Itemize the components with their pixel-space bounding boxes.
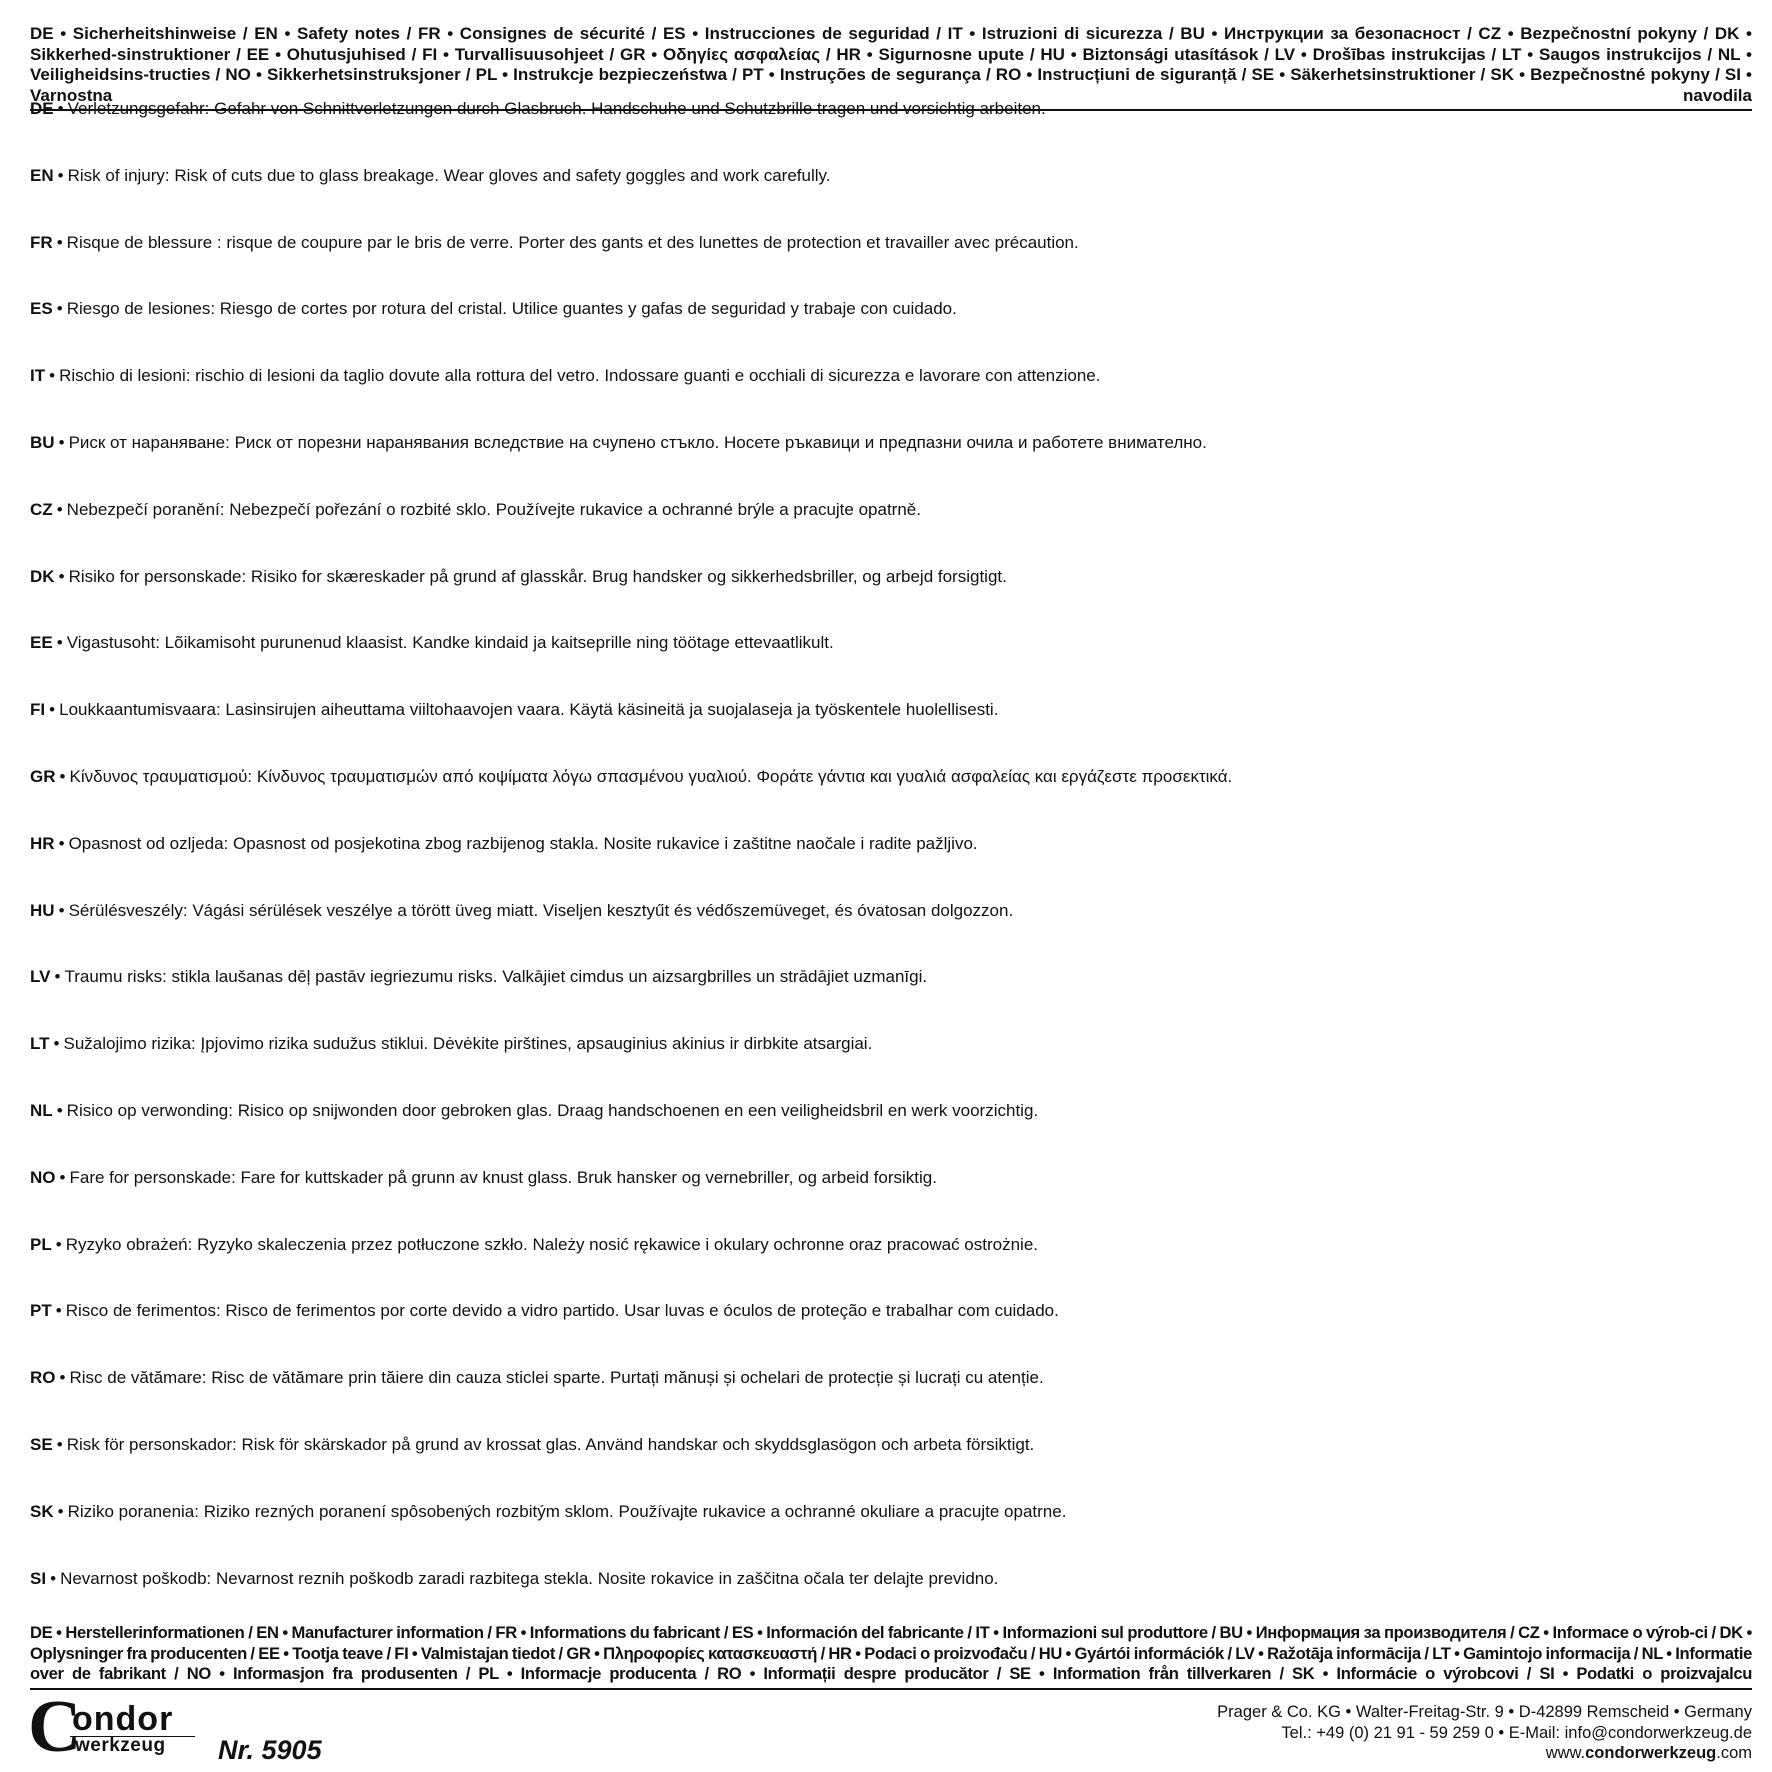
safety-note-text: Ryzyko obrażeń: Ryzyko skaleczenia przez potłuczone szkło. Należy nosić rękawice i okulary ochronne oraz pracować ostrożnie. <box>65 1235 1039 1254</box>
bullet-separator: • <box>56 299 63 318</box>
safety-note-text: Riziko poranenia: Riziko rezných poranení spôsobených rozbitým sklom. Používajte rukavice a ochranné okuliare a pracujte opatrne. <box>67 1502 1067 1521</box>
language-code: SE <box>30 1435 53 1454</box>
language-code: SI <box>30 1569 47 1588</box>
safety-note <box>30 1235 1038 1255</box>
language-code: NO <box>30 1168 56 1187</box>
safety-note-text: Риск от нараняване: Риск от порезни наранявания вследствие на счупено стъкло. Носете ръкавици и предпазни очила и работете внимателно. <box>68 433 1207 452</box>
bullet-separator: • <box>57 166 64 185</box>
language-code: HU <box>30 901 55 920</box>
language-code: LT <box>30 1034 50 1053</box>
bullet-separator: • <box>56 1101 63 1120</box>
contact-block <box>1217 1702 1752 1764</box>
website-prefix: www. <box>1545 1744 1586 1762</box>
bullet-separator: • <box>58 901 65 920</box>
language-code: LV <box>30 967 51 986</box>
safety-note-text: Verletzungsgefahr: Gefahr von Schnittverletzungen durch Glasbruch. Handschuhe und Schutzbrille tragen und vorsichtig arbeiten. <box>67 99 1046 118</box>
safety-note <box>30 700 998 720</box>
language-code: HR <box>30 834 55 853</box>
safety-note <box>30 1301 1059 1321</box>
safety-note-text: Opasnost od ozljeda: Opasnost od posjekotina zbog razbijenog stakla. Nosite rukavice i zaštitne naočale i radite pažljivo. <box>68 834 978 853</box>
safety-note <box>30 1034 872 1054</box>
safety-note <box>30 1168 937 1188</box>
language-code: FR <box>30 233 53 252</box>
bullet-separator: • <box>56 633 63 652</box>
safety-note <box>30 967 927 987</box>
bullet-separator: • <box>58 567 65 586</box>
bullet-separator: • <box>57 99 64 118</box>
bullet-separator: • <box>49 366 56 385</box>
manufacturer-section <box>30 1623 1752 1690</box>
manufacturer-divider <box>30 1688 1752 1690</box>
safety-note <box>30 1502 1066 1522</box>
safety-note <box>30 834 978 854</box>
safety-note <box>30 567 1007 587</box>
safety-note-text: Risk of injury: Risk of cuts due to glass breakage. Wear gloves and safety goggles and work carefully. <box>67 166 831 185</box>
language-code: FI <box>30 700 46 719</box>
model-number: Nr. 5905 <box>218 1735 322 1765</box>
bullet-separator: • <box>49 700 56 719</box>
language-code: GR <box>30 767 56 786</box>
language-code: DE <box>30 99 54 118</box>
safety-note <box>30 299 957 319</box>
language-code: DK <box>30 567 55 586</box>
safety-note-text: Vigastusoht: Lõikamisoht purunenud klaasist. Kandke kindaid ja kaitseprille ning töötage ettevaatlikult. <box>66 633 834 652</box>
language-code: PT <box>30 1301 52 1320</box>
safety-note <box>30 1569 998 1589</box>
safety-note <box>30 366 1100 386</box>
safety-note-text: Loukkaantumisvaara: Lasinsirujen aiheuttama viiltohaavojen vaara. Käytä käsineitä ja suojalaseja ja työskentele huolellisesti. <box>59 700 999 719</box>
safety-note <box>30 633 834 653</box>
language-code: RO <box>30 1368 56 1387</box>
bullet-separator: • <box>59 1168 66 1187</box>
language-code: BU <box>30 433 55 452</box>
safety-note-text: Risiko for personskade: Risiko for skæreskader på grund af glasskår. Brug handsker og sikkerhedsbriller, og arbejd forsigtigt. <box>68 567 1007 586</box>
safety-note-text: Nebezpečí poranění: Nebezpečí pořezání o rozbité sklo. Používejte rukavice a ochranné brýle a pracujte opatrně. <box>66 500 921 519</box>
safety-note <box>30 166 830 186</box>
safety-note <box>30 1368 1044 1388</box>
safety-notes-heading: DE • Sicherheitshinweise / EN • Safety notes / FR • Consignes de sécurité / ES • Instrucciones de seguridad / IT • Istruzioni di sicurezza / BU • Инструкции за безопасност / CZ • Bezpečnostní pokyny / DK • Sikkerhed-sinstruktioner / EE • Ohutusjuhised / FI • Turvallisuusohjeet / GR • Οδηγίες ασφαλείας / HR • Sigurnosne upute / HU • Biztonsági utasítások / LV • Drošības instrukcijas / LT • Saugos instrukcijos / NL • Veiligheidsins-tructies / NO • Sikkerhetsinstruksjoner / PL • Instrukcje bezpieczeństwa / PT • Instruções de segurança / RO • Instrucțiuni de siguranță / SE • Säkerhetsinstruktioner / SK • Bezpečnostné pokyny / SI • Varnostna navodila <box>30 24 1752 105</box>
logo-word-bottom: werkzeug <box>75 1735 166 1756</box>
logo-word-top: ondor <box>72 1700 174 1738</box>
safety-note-text: Risc de vătămare: Risc de vătămare prin tăiere din cauza sticlei sparte. Purtați mănuși și ochelari de protecție și lucrați cu atenție. <box>69 1368 1044 1387</box>
language-code: SK <box>30 1502 54 1521</box>
safety-note <box>30 1435 1034 1455</box>
safety-note-text: Risico op verwonding: Risico op snijwonden door gebroken glas. Draag handschoenen en een veiligheidsbril en werk voorzichtig. <box>66 1101 1039 1120</box>
bullet-separator: • <box>59 767 66 786</box>
safety-note-text: Κίνδυνος τραυματισμού: Κίνδυνος τραυματισμών από κοψίματα λόγω σπασμένου γυαλιού. Φοράτε γάντια και γυαλιά ασφαλείας και εργάζεστε προσεκτικά. <box>69 767 1233 786</box>
manufacturer-heading: DE • Herstellerinformationen / EN • Manufacturer information / FR • Informations du fabricant / ES • Información del fabricante / IT • Informazioni sul produttore / BU • Информация за производителя / CZ • Informace o výrob-ci / DK • Oplysninger fra producenten / EE • Tootja teave / FI • Valmistajan tiedot / GR • Πληροφορίες κατασκευαστή / HR • Podaci o proizvođaču / HU • Gyártói információk / LV • Ražotāja informācija / LT • Gamintojo informacija / NL • Informatie over de fabrikant / NO • Informasjon fra produsenten / PL • Informacje producenta / RO • Informații despre producător / SE • Information från tillverkaren / SK • Informácie o výrobcovi / SI • Podatki o proizvajalcu <box>30 1623 1752 1683</box>
bullet-separator: • <box>56 500 63 519</box>
document-page <box>28 24 1752 1768</box>
bullet-separator: • <box>54 967 61 986</box>
bullet-separator: • <box>58 433 65 452</box>
bullet-separator: • <box>58 834 65 853</box>
bullet-separator: • <box>56 1435 63 1454</box>
website-domain: condorwerkzeug <box>1585 1744 1717 1762</box>
bullet-separator: • <box>55 1301 62 1320</box>
safety-note <box>30 233 1079 253</box>
language-code: PL <box>30 1235 52 1254</box>
address-line: Prager & Co. KG • Walter-Freitag-Str. 9 • D-42899 Remscheid • Germany <box>1217 1703 1752 1721</box>
bullet-separator: • <box>50 1569 57 1588</box>
language-code: IT <box>30 366 46 385</box>
safety-note-text: Risk för personskador: Risk för skärskador på grund av krossat glas. Använd handskar och skyddsglasögon och arbeta försiktigt. <box>66 1435 1035 1454</box>
safety-note-text: Rischio di lesioni: rischio di lesioni da taglio dovute alla rottura del vetro. Indossare guanti e occhiali di sicurezza e lavorare con attenzione. <box>59 366 1101 385</box>
footer <box>28 1686 1752 1772</box>
safety-note <box>30 901 1013 921</box>
language-code: CZ <box>30 500 53 519</box>
language-code: ES <box>30 299 53 318</box>
bullet-separator: • <box>55 1235 62 1254</box>
contact-line: Tel.: +49 (0) 21 91 - 59 259 0 • E-Mail: info@condorwerkzeug.de <box>1281 1723 1752 1742</box>
language-code: EN <box>30 166 54 185</box>
safety-note-text: Risque de blessure : risque de coupure par le bris de verre. Porter des gants et des lunettes de protection et travailler avec précaution. <box>66 233 1079 252</box>
safety-note-text: Fare for personskade: Fare for kuttskader på grunn av knust glass. Bruk hansker og vernebriller, og arbeid forsiktig. <box>69 1168 937 1187</box>
safety-note-text: Sužalojimo rizika: Įpjovimo rizika sudužus stiklui. Dėvėkite pirštines, apsauginius akinius ir dirbkite atsargiai. <box>63 1034 873 1053</box>
safety-note <box>30 767 1232 787</box>
safety-note <box>30 1101 1038 1121</box>
safety-note <box>30 99 1046 119</box>
safety-note-text: Traumu risks: stikla laušanas dēļ pastāv iegriezumu risks. Valkājiet cimdus un aizsargbrilles un strādājiet uzmanīgi. <box>64 967 928 986</box>
bullet-separator: • <box>57 1502 64 1521</box>
bullet-separator: • <box>53 1034 60 1053</box>
safety-note <box>30 500 921 520</box>
logo-letter: C <box>28 1686 82 1768</box>
website-suffix: .com <box>1716 1744 1752 1762</box>
language-code: EE <box>30 633 53 652</box>
safety-note-text: Riesgo de lesiones: Riesgo de cortes por rotura del cristal. Utilice guantes y gafas de seguridad y trabaje con cuidado. <box>66 299 957 318</box>
website-link[interactable] <box>1217 1743 1752 1764</box>
safety-note-text: Nevarnost poškodb: Nevarnost reznih poškodb zaradi razbitega stekla. Nosite rokavice in zaščitna očala ter delajte previdno. <box>60 1569 999 1588</box>
safety-note-text: Sérülésveszély: Vágási sérülések veszélye a törött üveg miatt. Viseljen kesztyűt és védőszemüveget, és óvatosan dolgozzon. <box>68 901 1014 920</box>
bullet-separator: • <box>56 233 63 252</box>
safety-note-text: Risco de ferimentos: Risco de ferimentos por corte devido a vidro partido. Usar luvas e óculos de proteção e trabalhar com cuidado. <box>65 1301 1059 1320</box>
bullet-separator: • <box>59 1368 66 1387</box>
safety-note <box>30 433 1207 453</box>
language-code: NL <box>30 1101 53 1120</box>
condor-logo <box>28 1686 190 1768</box>
